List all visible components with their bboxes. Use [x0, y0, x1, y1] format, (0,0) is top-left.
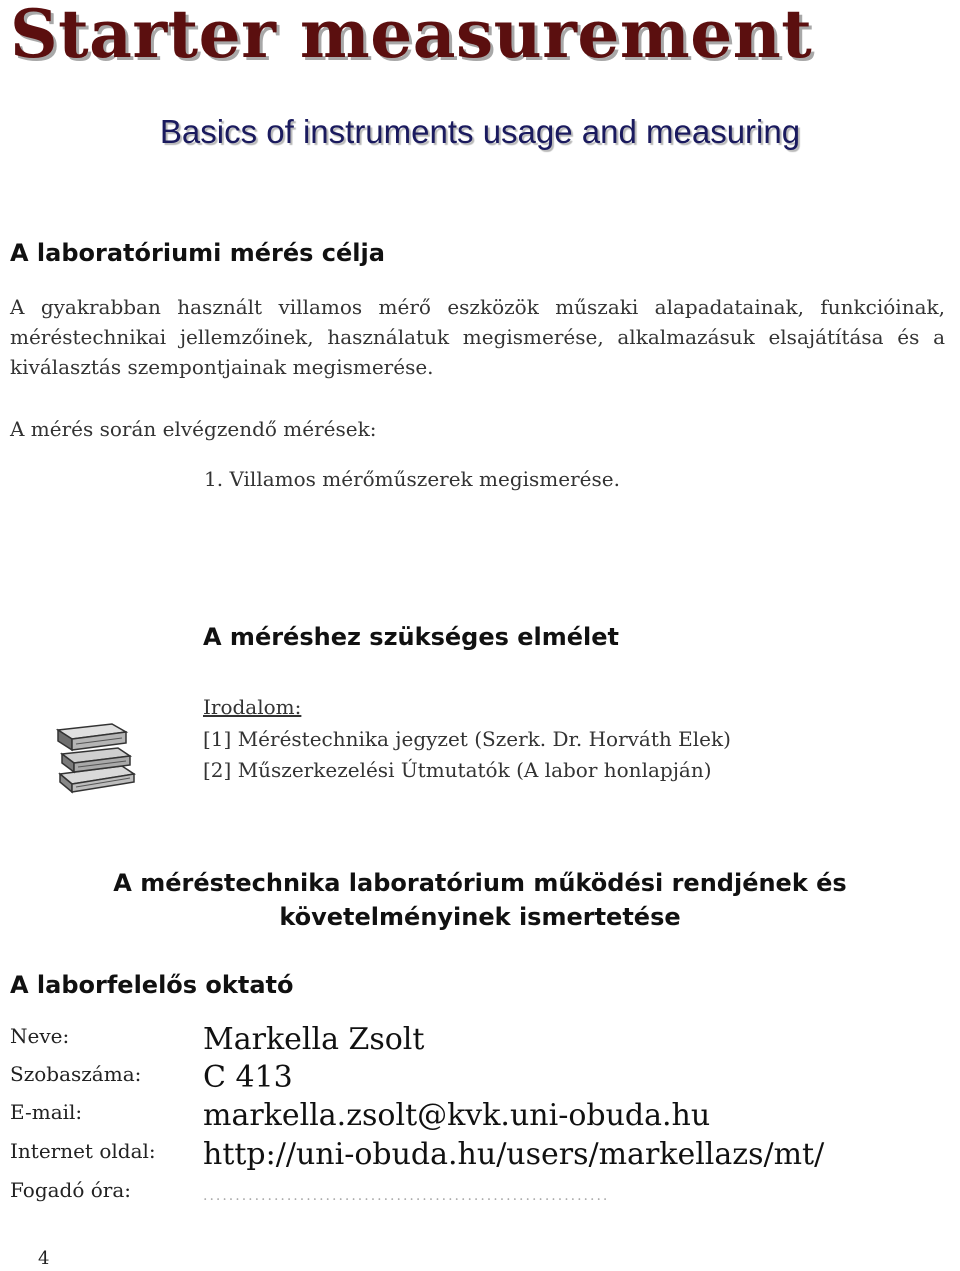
field-value-office-hours: ............................................................... — [203, 1188, 610, 1204]
rules-heading-line1: A méréstechnika laboratórium működési rendjének és — [113, 869, 847, 897]
goal-heading: A laboratóriumi mérés célja — [10, 239, 385, 267]
tasks-intro: A mérés során elvégzendő mérések: — [10, 417, 377, 441]
field-label-room: Szobaszáma: — [10, 1062, 142, 1086]
theory-heading: A méréshez szükséges elmélet — [203, 623, 620, 651]
document-title: Starter measurement — [10, 0, 813, 73]
field-value-website[interactable]: http://uni-obuda.hu/users/markellazs/mt/ — [203, 1137, 825, 1172]
instructor-heading: A laborfelelős oktató — [10, 971, 294, 999]
document-subtitle: Basics of instruments usage and measuring — [159, 113, 801, 150]
goal-paragraph: A gyakrabban használt villamos mérő eszközök műszaki alapadatainak, funkcióinak, méréstechnikai jellemzőinek, használatuk megismerése, alkalmazásuk elsajátítása és a kiválasztás szempontjainak megismerése. — [10, 295, 945, 379]
reference-item: [2] Műszerkezelési Útmutatók (A labor honlapján) — [203, 758, 712, 782]
books-icon — [52, 716, 142, 794]
literature-label: Irodalom: — [203, 695, 302, 719]
page-number: 4 — [38, 1248, 50, 1269]
field-label-name: Neve: — [10, 1024, 70, 1048]
field-label-office-hours: Fogadó óra: — [10, 1178, 132, 1202]
field-value-room: C 413 — [203, 1060, 293, 1095]
field-label-website: Internet oldal: — [10, 1139, 156, 1163]
rules-heading-line2: követelményinek ismertetése — [279, 903, 681, 931]
field-value-email[interactable]: markella.zsolt@kvk.uni-obuda.hu — [203, 1098, 711, 1133]
field-label-email: E-mail: — [10, 1100, 83, 1124]
reference-item: [1] Méréstechnika jegyzet (Szerk. Dr. Horváth Elek) — [203, 727, 731, 751]
task-item: 1. Villamos mérőműszerek megismerése. — [204, 467, 620, 491]
field-value-name: Markella Zsolt — [203, 1022, 425, 1057]
